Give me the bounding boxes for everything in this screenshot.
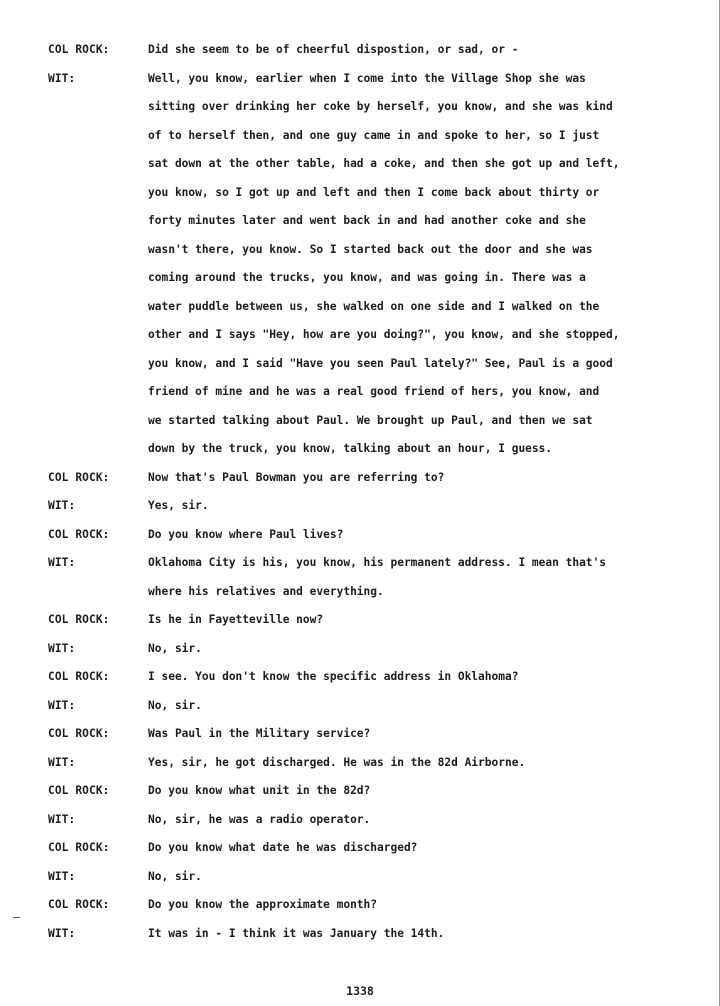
transcript-entry	[0, 36, 700, 65]
transcript-entry	[0, 720, 700, 749]
speech-text: Do you know what unit in the 82d?	[148, 784, 371, 797]
speaker-label: WIT:	[48, 641, 76, 655]
speech-text: It was in - I think it was January the 14th.	[148, 926, 445, 940]
transcript-entry	[0, 549, 700, 606]
speech-text: Do you know the approximate month?	[148, 898, 378, 911]
speaker-label: WIT:	[48, 926, 76, 940]
speech-text: Yes, sir, he got discharged. He was in the 82d Airborne.	[148, 755, 526, 769]
transcript-entry	[0, 521, 700, 550]
speech-text: Was Paul in the Military service?	[148, 727, 371, 740]
speech-text: No, sir, he was a radio operator.	[148, 812, 371, 826]
speech-text: Oklahoma City is his, you know, his permanent address. I mean that's where his relatives and everything.	[148, 556, 607, 598]
speech-text: Did she seem to be of cheerful dispostion, or sad, or -	[148, 43, 519, 56]
speaker-label: COL ROCK:	[48, 613, 110, 626]
page-number: 1338	[346, 984, 374, 998]
transcript-entry	[0, 806, 700, 835]
speech-text: Do you know where Paul lives?	[148, 527, 344, 541]
speech-text: Do you know what date he was discharged?	[148, 841, 418, 854]
speech-text: I see. You don't know the specific address in Oklahoma?	[148, 670, 519, 683]
speech-text: No, sir.	[148, 641, 202, 655]
transcript-entry	[0, 606, 700, 635]
speaker-label: WIT:	[48, 812, 76, 826]
transcript-entry	[0, 834, 700, 863]
speech-text: No, sir.	[148, 869, 202, 883]
transcript-entry	[0, 65, 700, 464]
transcript-entry	[0, 777, 700, 806]
speaker-label: COL ROCK:	[48, 784, 110, 797]
speaker-label: COL ROCK:	[48, 527, 110, 541]
transcript-entry	[0, 635, 700, 664]
speaker-label: WIT:	[48, 556, 76, 569]
transcript-body	[0, 36, 700, 948]
transcript-entry	[0, 891, 700, 920]
speaker-label: WIT:	[48, 499, 76, 512]
speaker-label: WIT:	[48, 869, 76, 883]
transcript-entry	[0, 920, 700, 949]
speaker-label: COL ROCK:	[48, 727, 110, 740]
speaker-label: WIT:	[48, 755, 76, 769]
speaker-label: COL ROCK:	[48, 470, 110, 484]
speech-text: Well, you know, earlier when I come into the Village Shop she was sitting over drinking her coke by herself, you know, and she was kind of to herself then, and one guy came in and spoke to her, so I just sat down at the other table, had a coke, and then she got up and left, you know, so I got up and left and then I come back about thirty or forty minutes later and went back in and had another coke and she wasn't there, you know. So I started back out the door and she was coming around the trucks, you know, and was going in. There was a water puddle between us, she walked on one side and I walked on the other and I says "Hey, how are you doing?", you know, and she stopped, you know, and I said "Have you seen Paul lately?" See, Paul is a good friend of mine and he was a real good friend of hers, you know, and we started talking about Paul. We brought up Paul, and then we sat down by the truck, you know, talking about an hour, I guess.	[148, 71, 620, 455]
transcript-entry	[0, 749, 700, 778]
speech-text: Yes, sir.	[148, 499, 209, 512]
transcript-entry	[0, 464, 700, 493]
transcript-entry	[0, 492, 700, 521]
speaker-label: COL ROCK:	[48, 670, 110, 683]
transcript-entry	[0, 692, 700, 721]
speech-text: No, sir.	[148, 698, 202, 712]
speaker-label: COL ROCK:	[48, 841, 110, 854]
transcript-entry	[0, 863, 700, 892]
speech-text: Now that's Paul Bowman you are referring to?	[148, 470, 445, 484]
speaker-label: COL ROCK:	[48, 898, 110, 911]
speaker-label: WIT:	[48, 71, 76, 85]
speaker-label: WIT:	[48, 698, 76, 712]
speech-text: Is he in Fayetteville now?	[148, 613, 324, 626]
transcript-entry	[0, 663, 700, 692]
speaker-label: COL ROCK:	[48, 43, 110, 56]
